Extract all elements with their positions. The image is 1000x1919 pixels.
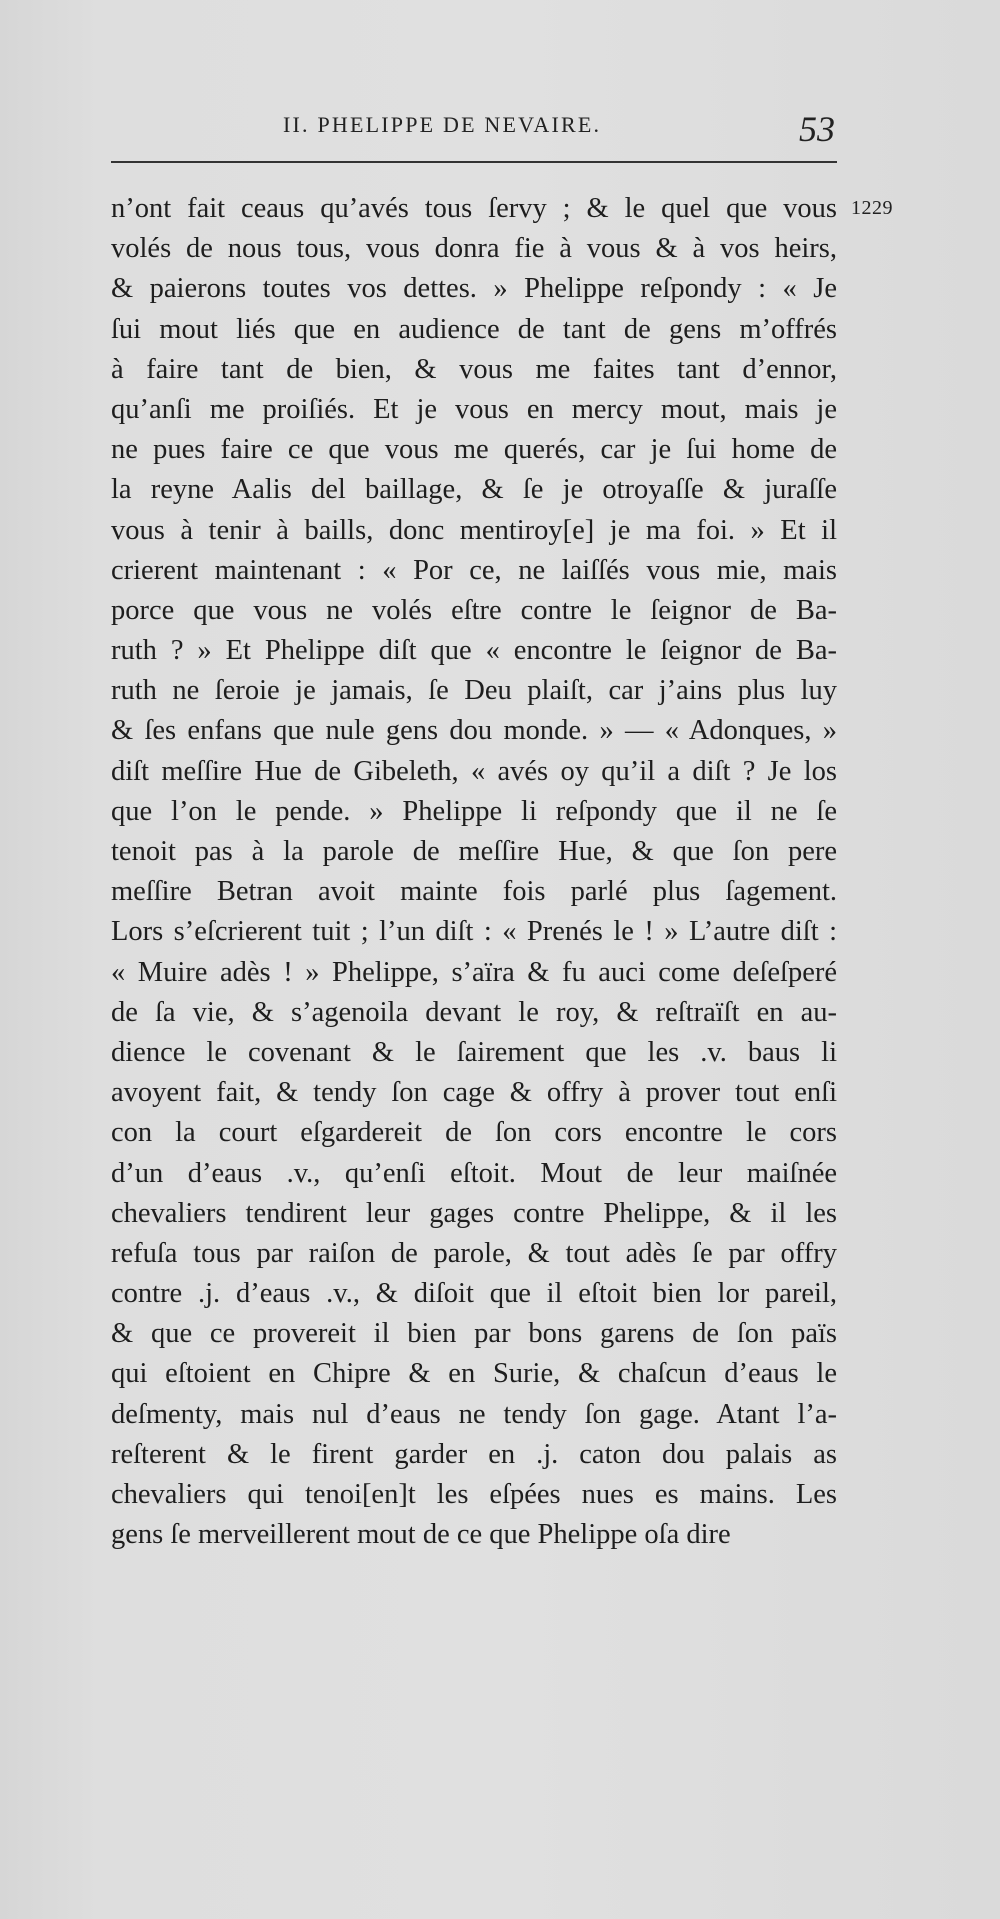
text-line: refuſa tous par raiſon de parole, & tout adès ſe par offry: [111, 1237, 837, 1269]
running-head: [111, 108, 837, 152]
text-line: dience le covenant & le ſairement que les .v. baus li: [111, 1036, 837, 1068]
text-line: con la court eſgardereit de ſon cors encontre le cors: [111, 1117, 837, 1149]
text-line: & paierons toutes vos dettes. » Phelippe reſpondy : « Je: [111, 273, 837, 305]
text-line: contre .j. d’eaus .v., & diſoit que il eſtoit bien lor pareil,: [111, 1278, 837, 1310]
page-number: 53: [799, 109, 835, 149]
text-line: diſt meſſire Hue de Gibeleth, « avés oy qu’il a diſt ? Je los: [111, 755, 837, 787]
text-line: « Muire adès ! » Phelippe, s’aïra & fu auci come deſeſperé: [111, 956, 837, 988]
margin-year-note: 1229: [851, 197, 893, 219]
text-line: Lors s’eſcrierent tuit ; l’un diſt : « Prenés le ! » L’autre diſt :: [111, 916, 837, 948]
running-title: II. PHELIPPE DE NEVAIRE.: [283, 112, 602, 137]
text-line: n’ont fait ceaus qu’avés tous ſervy ; & le quel que vous: [111, 193, 837, 224]
text-line: avoyent fait, & tendy ſon cage & offry à prover tout enſi: [111, 1077, 837, 1109]
text-line: chevaliers tendirent leur gages contre Phelippe, & il les: [111, 1197, 837, 1229]
text-line: que l’on le pende. » Phelippe li reſpondy que il ne ſe: [111, 795, 837, 827]
text-line: reſterent & le firent garder en .j. caton dou palais as: [111, 1438, 837, 1470]
text-line: la reyne Aalis del baillage, & ſe je otroyaſſe & juraſſe: [111, 474, 837, 506]
text-line: volés de nous tous, vous donra fie à vous & à vos heirs,: [111, 233, 837, 265]
text-line: & que ce provereit il bien par bons garens de ſon païs: [111, 1318, 837, 1350]
text-line: & ſes enfans que nule gens dou monde. » — « Adonques, »: [111, 715, 837, 747]
header-rule: [111, 161, 837, 163]
text-line: meſſire Betran avoit mainte fois parlé plus ſagement.: [111, 876, 837, 908]
text-line: chevaliers qui tenoi[en]t les eſpées nues es mains. Les: [111, 1479, 837, 1510]
text-line: qu’anſi me proiſiés. Et je vous en mercy mout, mais je: [111, 393, 837, 425]
text-line: porce que vous ne volés eſtre contre le ſeignor de Ba-: [111, 594, 837, 626]
text-line: vous à tenir à baills, donc mentiroy[e] je ma foi. » Et il: [111, 514, 837, 546]
text-line: deſmenty, mais nul d’eaus ne tendy ſon gage. Atant l’a-: [111, 1398, 837, 1430]
text-line: qui eſtoient en Chipre & en Surie, & chaſcun d’eaus le: [111, 1358, 837, 1390]
text-line: ruth ? » Et Phelippe diſt que « encontre le ſeignor de Ba-: [111, 635, 837, 667]
text-line: ne pues faire ce que vous me querés, car je ſui home de: [111, 434, 837, 466]
text-line: ſui mout liés que en audience de tant de gens m’offrés: [111, 313, 837, 345]
text-line: tenoit pas à la parole de meſſire Hue, & que ſon pere: [111, 836, 837, 867]
text-line: d’un d’eaus .v., qu’enſi eſtoit. Mout de leur maiſnée: [111, 1157, 837, 1189]
text-line: gens ſe merveillerent mout de ce que Phelippe oſa dire: [111, 1519, 731, 1551]
text-line: de ſa vie, & s’agenoila devant le roy, & reſtraïſt en au-: [111, 996, 837, 1028]
body-text: [111, 189, 837, 1555]
text-line: à faire tant de bien, & vous me faites tant d’ennor,: [111, 353, 837, 385]
text-line: crierent maintenant : « Por ce, ne laiſſés vous mie, mais: [111, 554, 837, 586]
text-line: ruth ne ſeroie je jamais, ſe Deu plaiſt, car j’ains plus luy: [111, 675, 837, 707]
